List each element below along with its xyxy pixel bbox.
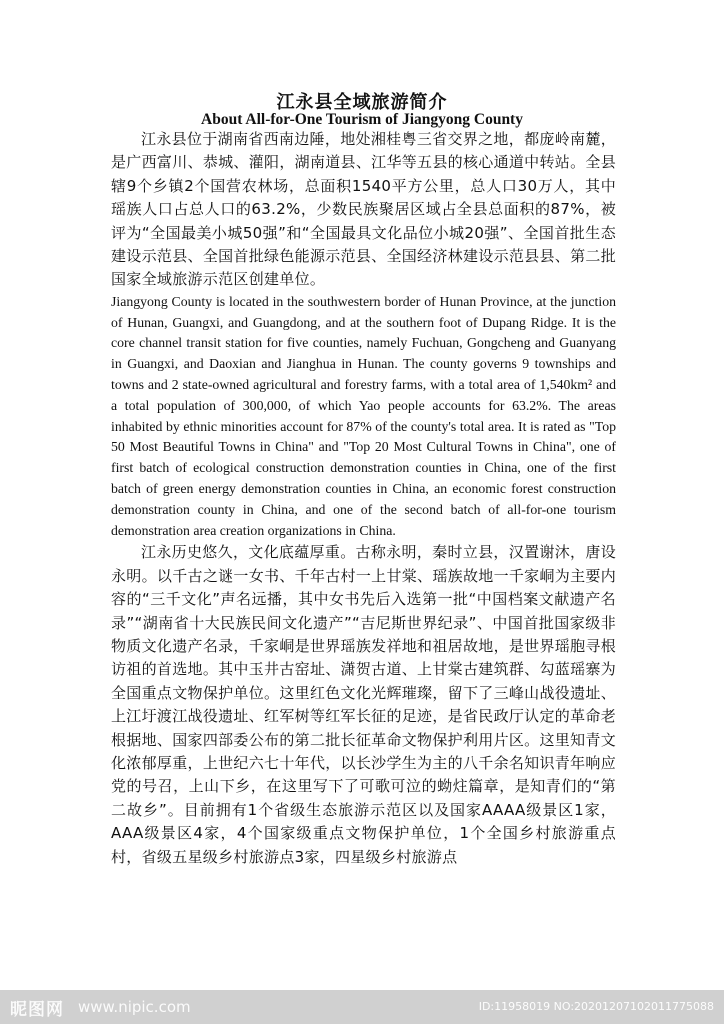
title-english: About All-for-One Tourism of Jiangyong County <box>201 111 523 128</box>
watermark-logo: 昵图网 <box>10 1000 64 1020</box>
paragraph-cn-intro: 江永县位于湖南省西南边陲，地处湘桂粤三省交界之地，都庞岭南麓，是广西富川、恭城、灌阳，湖南道县、江华等五县的核心通道中转站。全县辖9个乡镇2个国营农林场，总面积1540平方公里，总人口30万人，其中瑶族人口占总人口的63.2%，少数民族聚居区域占全县总面积的87%，被评为“全国最美小城50强”和“全国最具文化品位小城20强”、全国首批生态建设示范县、全国首批绿色能源示范县、全国经济林建设示范县县、第二批国家全域旅游示范区创建单位。 <box>111 130 616 289</box>
paragraph-cn-history: 江永历史悠久，文化底蕴厚重。古称永明，秦时立县，汉置谢沐，唐设永明。以千古之谜一女书、千年古村一上甘棠、瑶族故地一千家峒为主要内容的“三千文化”声名远播，其中女书先后入选第一批“中国档案文献遗产名录”“湖南省十大民族民间文化遗产”“吉尼斯世界纪录”、中国首批国家级非物质文化遗产名录，千家峒是世界瑶族发祥地和祖居故地，是世界瑶胞寻根访祖的首选地。其中玉井古窑址、潇贺古道、上甘棠古建筑群、勾蓝瑶寨为全国重点文物保护单位。这里红色文化光辉璀璨，留下了三峰山战役遗址、上江圩渡江战役遗址、红军树等红军长征的足迹，是省民政厅认定的革命老根据地、国家四部委公布的第二批长征革命文物保护利用片区。这里知青文化浓郁厚重，上世纪六七十年代，以长沙学生为主的八千余名知识青年响应党的号召，上山下乡，在这里写下了可歌可泣的蚴炷篇章，是知青们的“第二故乡”。目前拥有1个省级生态旅游示范区以及国家AAAA级景区1家，AAA级景区4家，4个国家级重点文物保护单位，1个全国乡村旅游重点村，省级五星级乡村旅游点3家，四星级乡村旅游点 <box>111 543 616 866</box>
watermark-url: www.nipic.com <box>78 998 191 1016</box>
document-body <box>111 128 616 869</box>
watermark-id: ID:11958019 NO:20201207102011775088 <box>478 1000 714 1013</box>
title-chinese: 江永县全域旅游简介 <box>276 92 448 113</box>
paragraph-en-intro: Jiangyong County is located in the southwestern border of Hunan Province, at the junction of Hunan, Guangxi, and Guangdong, and at the southern foot of Dupang Ridge. It is the core channel transit station for five counties, namely Fuchuan, Gongcheng and Guanyang in Guangxi, and Daoxian and Jianghua in Hunan. The county governs 9 townships and towns and 2 state-owned agricultural and forestry farms, with a total area of 1,540km² and a total population of 300,000, of which Yao people accounts for 63.2%. The areas inhabited by ethnic minorities account for 87% of the county's total area. It is rated as "Top 50 Most Beautiful Towns in China" and "Top 20 Most Cultural Towns in China", one of first batch of ecological construction demonstration counties in China, one of the first batch of green energy demonstration counties in China, an economic forest construction demonstration county in China, and one of the second batch of all-for-one tourism demonstration area creation organizations in China. <box>111 293 616 538</box>
